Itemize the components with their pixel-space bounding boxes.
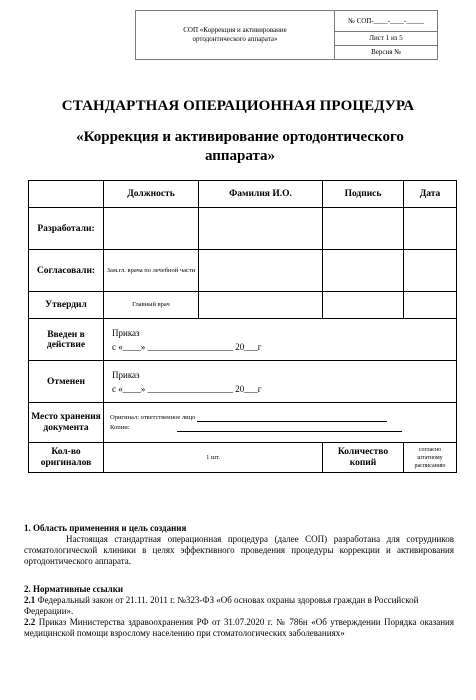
row-storage-label: Место хранения документа: [29, 403, 104, 443]
copies-count-value: согласно штатному расписанию: [404, 443, 457, 473]
table-header-row: [29, 181, 457, 208]
section-2-item-2: 2.2 Приказ Министерства здравоохранения РФ от 31.07.2020 г. № 786н «Об утверждении Порядка оказания медицинской помощи взрослому населению при стоматологических заболеваниях»: [24, 617, 455, 638]
cell-agreed-date[interactable]: [404, 250, 457, 292]
section-1-heading: 1. Область применения и цель создания: [24, 523, 187, 533]
section-2-item-1: 2.1 Федеральный закон от 21.11. 2011 г. №323-ФЗ «Об основах охраны здоровья граждан в Российской Федерации».: [24, 595, 419, 616]
table-row: [29, 250, 457, 292]
original-label: Оригинал: ответственное лицо: [110, 414, 196, 421]
section-2: [24, 584, 454, 639]
header-version: Версия №: [335, 46, 438, 60]
header-doc-number: № СОП-____-____-_____: [335, 11, 438, 32]
header-doc-title-line1: СОП «Коррекция и активирование: [183, 26, 287, 34]
col-position-header: Должность: [104, 181, 199, 208]
page-subtitle: «Коррекция и активирование ортодонтического аппарата»: [76, 129, 404, 164]
cell-developed-signature[interactable]: [323, 208, 404, 250]
cancelled-order-date: с «____» ___________________ 20___г: [112, 383, 262, 394]
copies-line: [177, 423, 402, 432]
section-2-heading: 2. Нормативные ссылки: [24, 584, 124, 594]
cell-agreed-name[interactable]: [199, 250, 323, 292]
page-title: СТАНДАРТНАЯ ОПЕРАЦИОННАЯ ПРОЦЕДУРА: [61, 98, 415, 114]
table-row: [29, 361, 457, 403]
cell-developed-name[interactable]: [199, 208, 323, 250]
introduced-order-word: Приказ: [112, 327, 140, 338]
row-count-label: Кол-во оригиналов: [29, 443, 104, 473]
table-row: [29, 292, 457, 319]
introduced-order-date: с «____» ___________________ 20___г: [112, 341, 262, 352]
cell-developed-position[interactable]: [104, 208, 199, 250]
section-1: [24, 523, 454, 567]
cell-approved-name[interactable]: [199, 292, 323, 319]
table-row: [29, 443, 457, 473]
cell-agreed-position: Зам.гл. врача по лечебной части: [104, 250, 199, 292]
col-date-header: Дата: [404, 181, 457, 208]
copies-label: Копии:: [110, 424, 130, 431]
header-sheet: Лист 1 из 5: [335, 32, 438, 46]
document-header: [135, 10, 438, 60]
copies-count-label: Количество копий: [323, 443, 404, 473]
header-doc-title-line2: ортодонтического аппарата»: [192, 35, 278, 43]
cell-agreed-signature[interactable]: [323, 250, 404, 292]
row-developed-label: Разработали:: [29, 208, 104, 250]
table-row: [29, 403, 457, 443]
row-agreed-label: Согласовали:: [29, 250, 104, 292]
cell-approved-date[interactable]: [404, 292, 457, 319]
col-name-header: Фамилия И.О.: [199, 181, 323, 208]
cell-storage[interactable]: [104, 403, 457, 443]
table-row: [29, 208, 457, 250]
col-signature-header: Подпись: [323, 181, 404, 208]
table-row: [29, 319, 457, 361]
row-approved-label: Утвердил: [29, 292, 104, 319]
cell-cancelled-order[interactable]: [104, 361, 457, 403]
cell-approved-position: Главный врач: [104, 292, 199, 319]
cancelled-order-word: Приказ: [112, 369, 140, 380]
cell-approved-signature[interactable]: [323, 292, 404, 319]
row-cancelled-label: Отменен: [29, 361, 104, 403]
cell-developed-date[interactable]: [404, 208, 457, 250]
approval-table: [28, 180, 457, 473]
header-doc-title: [136, 11, 335, 60]
section-1-text: Настоящая стандартная операционная процедура (далее СОП) разработана для сотрудников стоматологической клиники в целях эффективного проведения процедуры коррекции и активирования ортодонтического аппарата.: [24, 534, 454, 566]
cell-introduced-order[interactable]: [104, 319, 457, 361]
original-line: [197, 413, 387, 422]
cell-count-value: 1 шт.: [104, 443, 323, 473]
row-introduced-label: Введен в действие: [29, 319, 104, 361]
